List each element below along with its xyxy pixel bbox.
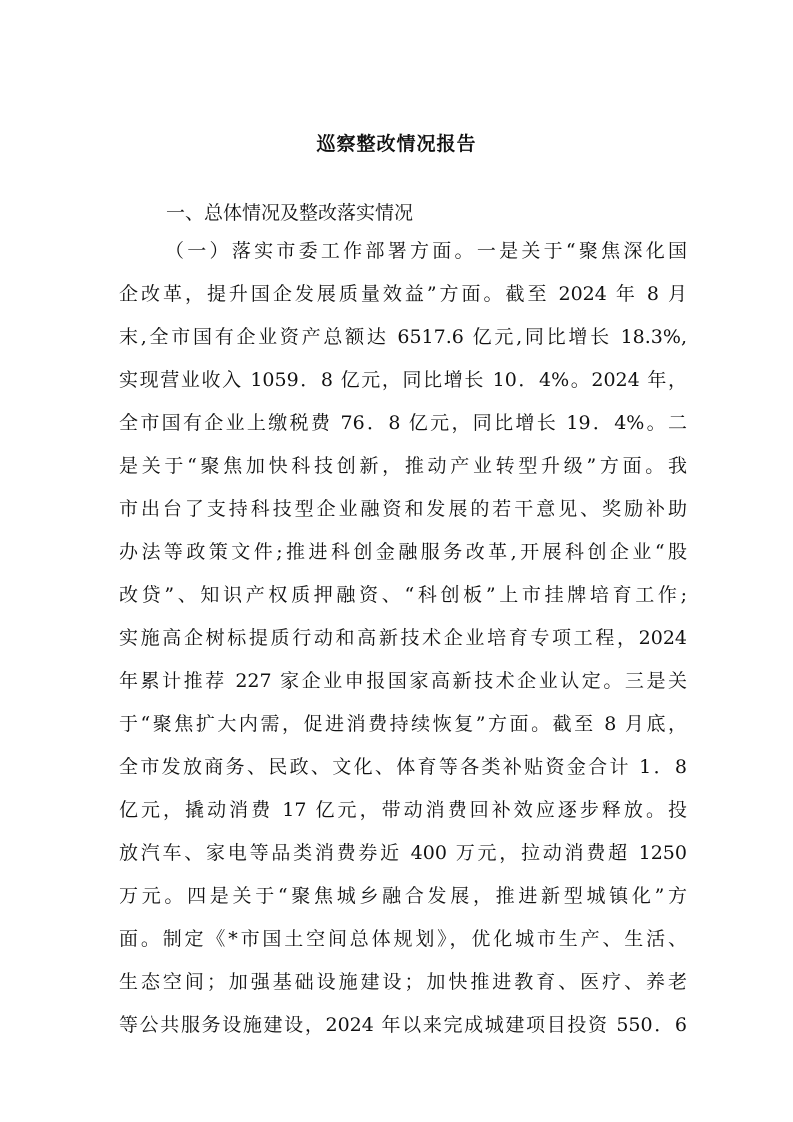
document-title: 巡察整改情况报告 <box>316 133 477 155</box>
paragraph-line: 是关于“聚焦加快科技创新，推动产业转型升级”方面。我 <box>119 455 687 477</box>
paragraph-line: 全市发放商务、民政、文化、体育等各类补贴资金合计 1．8 <box>119 756 687 778</box>
paragraph-line: 企改革，提升国企发展质量效益”方面。截至 2024 年 8 月 <box>119 283 687 305</box>
paragraph-line: 等公共服务设施建设，2024 年以来完成城建项目投资 550．6 <box>119 1014 687 1036</box>
paragraph-line: 于“聚焦扩大内需，促进消费持续恢复”方面。截至 8 月底， <box>119 713 687 735</box>
paragraph-line: 实施高企树标提质行动和高新技术企业培育专项工程，2024 <box>119 627 687 649</box>
paragraph-line: 办法等政策文件;推进科创金融服务改革,开展科创企业“股 <box>119 541 687 563</box>
paragraph-line: 实现营业收入 1059．8 亿元，同比增长 10．4%。2024 年， <box>119 369 687 391</box>
paragraph-line: 改贷”、知识产权质押融资、“科创板”上市挂牌培育工作; <box>119 584 687 606</box>
section-heading: 一、总体情况及整改落实情况 <box>166 202 414 224</box>
paragraph-line: 生态空间；加强基础设施建设；加快推进教育、医疗、养老 <box>119 971 687 993</box>
paragraph-line: 面。制定《*市国土空间总体规划》，优化城市生产、生活、 <box>119 928 687 950</box>
paragraph-line: 亿元，撬动消费 17 亿元，带动消费回补效应逐步释放。投 <box>119 799 687 821</box>
paragraph-line: 末,全市国有企业资产总额达 6517.6 亿元,同比增长 18.3%, <box>119 326 687 348</box>
paragraph-line: 市出台了支持科技型企业融资和发展的若干意见、奖励补助 <box>119 498 687 520</box>
paragraph-line: 万元。四是关于“聚焦城乡融合发展，推进新型城镇化”方 <box>119 885 687 907</box>
paragraph-line: 放汽车、家电等品类消费券近 400 万元，拉动消费超 1250 <box>119 842 687 864</box>
paragraph-line: （一）落实市委工作部署方面。一是关于“聚焦深化国 <box>165 240 687 262</box>
paragraph-line: 年累计推荐 227 家企业申报国家高新技术企业认定。三是关 <box>119 670 687 692</box>
paragraph-line: 全市国有企业上缴税费 76．8 亿元，同比增长 19．4%。二 <box>119 412 687 434</box>
